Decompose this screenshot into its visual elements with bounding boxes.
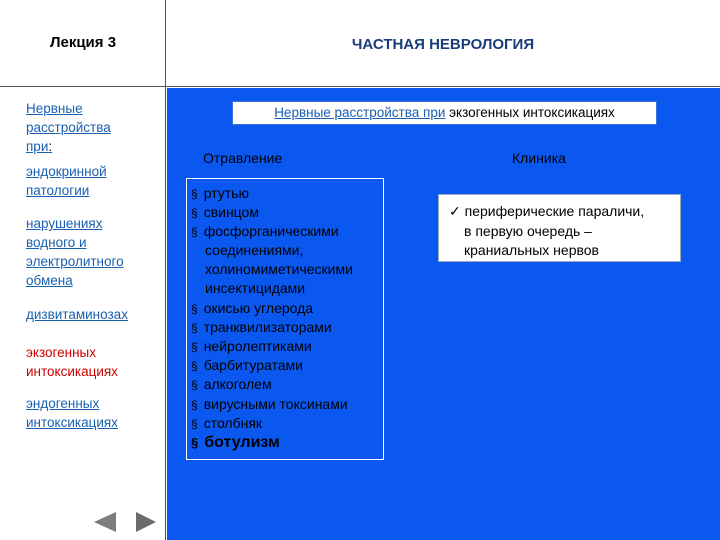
topic-banner-text: экзогенных интоксикациях [445,105,615,120]
poisoning-item: § барбитуратами [191,357,303,373]
sidebar-item-label: дизвитаминозах [26,307,128,322]
sidebar-item-label: нарушениях [26,216,103,231]
sidebar-item-label: электролитного [26,254,124,269]
sidebar-item-label-suffix: : [48,139,53,154]
sidebar-item-label [26,137,111,156]
poisoning-item: § окисью углерода [191,300,314,316]
lecture-label: Лекция 3 [49,34,117,51]
poisoning-item: § нейролептиками [191,338,312,354]
sidebar-item-nervous-disorders[interactable] [26,99,111,156]
clinic-line: в первую очередь – [464,223,592,239]
sidebar-item-label: патологии [26,183,90,198]
sidebar-item-label: обмена [26,273,73,288]
poisoning-item: § алкоголем [191,376,272,392]
sidebar-item-label: интоксикациях [26,364,118,379]
sidebar-item-label: водного и [26,235,87,250]
sidebar-item-label: эндогенных [26,396,100,411]
poisoning-item: § фосфорганическими [191,223,339,239]
column-header-poisoning: Отравление [203,150,283,166]
sidebar-item-endocrine[interactable] [26,162,107,200]
poisoning-item: § транквилизаторами [191,319,332,335]
poisoning-item-highlighted: § ботулизм [191,434,280,451]
sidebar-item-label: экзогенных [26,345,96,360]
next-slide-arrow-icon[interactable] [136,512,156,532]
poisoning-item-continuation: холиномиметическими [205,261,353,277]
sidebar-item-label-link: при [26,139,49,154]
column-header-clinic: Клиника [512,150,566,166]
sidebar-item-electrolyte[interactable] [26,214,124,290]
topic-banner-link[interactable]: Нервные расстройства при [274,105,446,120]
poisoning-item-continuation: инсектицидами [205,280,306,296]
sidebar-item-dysvitaminosis[interactable] [26,305,128,324]
sidebar-item-label: эндокринной [26,164,107,179]
slide-navigation [92,510,162,534]
clinic-line: краниальных нервов [464,242,599,258]
sidebar-item-exogenous[interactable] [26,343,118,381]
sidebar-item-label: Нервные [26,101,83,116]
sidebar-item-label: интоксикациях [26,415,118,430]
poisoning-item: § вирусными токсинами [191,396,348,412]
sidebar-item-label: расстройства [26,120,111,135]
page-title: ЧАСТНАЯ НЕВРОЛОГИЯ [351,36,535,53]
topic-banner [232,101,657,125]
poisoning-item: § столбняк [191,415,263,431]
poisoning-item: § свинцом [191,204,259,220]
sidebar-item-endogenous[interactable] [26,394,118,432]
check-icon: ✓ [449,203,461,219]
clinic-line: ✓ периферические параличи, [449,203,645,219]
prev-slide-arrow-icon[interactable] [94,512,116,532]
poisoning-item-continuation: соединениями, [205,242,304,258]
poisoning-item: § ртутью [191,185,249,201]
